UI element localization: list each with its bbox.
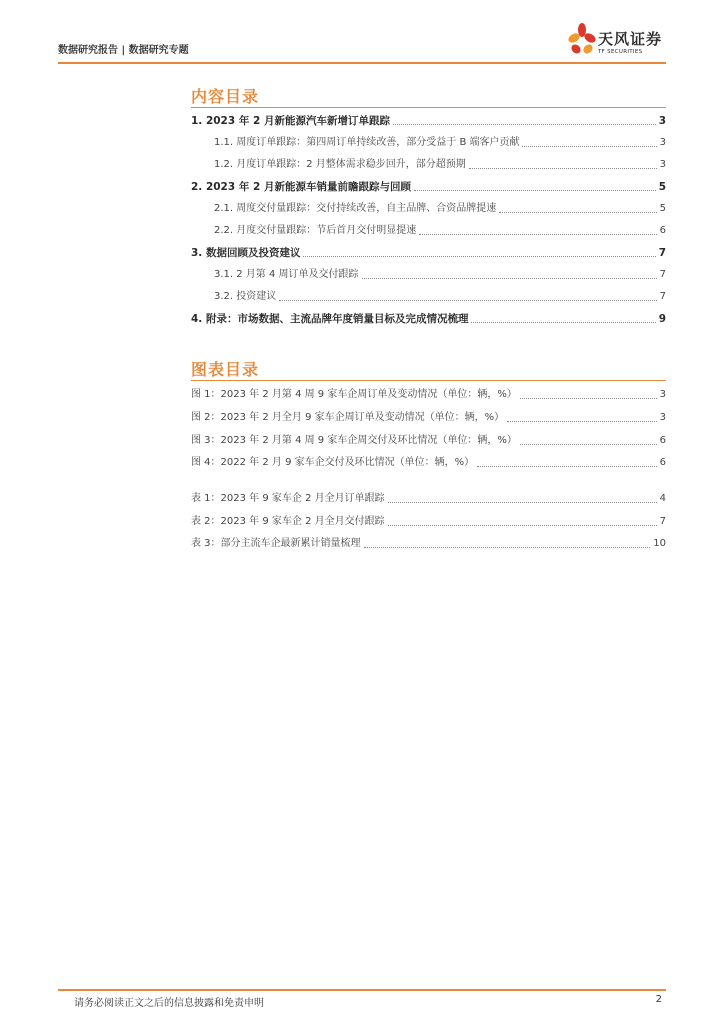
table-item-2[interactable]	[191, 515, 666, 529]
leader-dots	[499, 211, 656, 213]
toc-item-text: 3.2. 投资建议	[214, 291, 277, 302]
toc-item-page: 7	[658, 247, 666, 259]
figure-item-text: 图 1：2023 年 2 月第 4 周 9 家车企周订单及变动情况（单位：辆，%）	[191, 389, 517, 400]
figure-item-1[interactable]	[191, 388, 666, 402]
leader-dots	[303, 255, 655, 257]
toc-item-text: 3. 数据回顾及投资建议	[191, 247, 301, 259]
logo-subtitle: TF SECURITIES	[598, 49, 643, 55]
figure-item-text: 图 3：2023 年 2 月第 4 周 9 家车企周交付及环比情况（单位：辆，%）	[191, 435, 517, 446]
toc-title-underline	[191, 107, 666, 108]
toc-item-page: 7	[659, 291, 666, 302]
toc-item-page: 5	[658, 181, 666, 193]
figure-item-2[interactable]	[191, 411, 666, 425]
toc-item-text: 1.2. 月度订单跟踪：2 月整体需求稳步回升，部分超预期	[214, 159, 466, 170]
table-item-text: 表 3：部分主流车企最新累计销量梳理	[191, 538, 361, 549]
leader-dots	[388, 501, 657, 503]
toc-item-3-1[interactable]	[214, 268, 666, 282]
toc-item-2[interactable]	[191, 180, 666, 194]
leader-dots	[364, 546, 651, 548]
tf-securities-logo	[566, 22, 676, 62]
table-item-page: 7	[659, 516, 666, 527]
footer-disclaimer: 请务必阅读正文之后的信息披露和免责申明	[74, 998, 264, 1009]
toc-item-text: 4. 附录：市场数据、主流品牌年度销量目标及完成情况梳理	[191, 313, 469, 325]
footer-divider	[58, 989, 666, 991]
page-number: 2	[655, 994, 662, 1005]
toc-title: 内容目录	[191, 87, 260, 106]
toc-item-text: 2.1. 周度交付量跟踪：交付持续改善，自主品牌、合资品牌提速	[214, 203, 497, 214]
report-header: 数据研究报告 | 数据研究专题	[58, 45, 189, 56]
figures-title-underline	[191, 380, 666, 381]
toc-item-2-2[interactable]	[214, 224, 666, 238]
table-item-1[interactable]	[191, 492, 666, 506]
leader-dots	[279, 299, 656, 301]
figure-item-page: 3	[659, 389, 666, 400]
toc-item-4[interactable]	[191, 312, 666, 326]
toc-item-page: 7	[659, 269, 666, 280]
toc-item-2-1[interactable]	[214, 202, 666, 216]
toc-item-page: 3	[659, 137, 666, 148]
logo-flower-icon	[566, 22, 598, 62]
toc-item-page: 9	[658, 313, 666, 325]
toc-item-text: 2.2. 月度交付量跟踪：节后首月交付明显提速	[214, 225, 417, 236]
figure-item-text: 图 2：2023 年 2 月全月 9 家车企周订单及变动情况（单位：辆，%）	[191, 412, 505, 423]
toc-item-page: 3	[658, 115, 666, 127]
toc-item-text: 2. 2023 年 2 月新能源车销量前瞻跟踪与回顾	[191, 181, 411, 193]
figure-item-page: 6	[659, 457, 666, 468]
toc-item-1[interactable]	[191, 114, 666, 128]
leader-dots	[393, 123, 656, 125]
figure-item-text: 图 4：2022 年 2 月 9 家车企交付及环比情况（单位：辆，%）	[191, 457, 475, 468]
toc-item-text: 1. 2023 年 2 月新能源汽车新增订单跟踪	[191, 115, 390, 127]
toc-item-1-1[interactable]	[214, 136, 666, 150]
table-item-text: 表 2：2023 年 9 家车企 2 月全月交付跟踪	[191, 516, 385, 527]
figure-item-page: 6	[659, 435, 666, 446]
toc-item-1-2[interactable]	[214, 158, 666, 172]
leader-dots	[522, 145, 656, 147]
figure-item-page: 3	[659, 412, 666, 423]
leader-dots	[520, 397, 657, 399]
leader-dots	[414, 189, 656, 191]
figure-item-3[interactable]	[191, 434, 666, 448]
table-item-3[interactable]	[191, 537, 666, 551]
leader-dots	[419, 233, 656, 235]
leader-dots	[388, 524, 657, 526]
table-item-page: 10	[653, 538, 666, 549]
toc-item-text: 3.1. 2 月第 4 周订单及交付跟踪	[214, 269, 359, 280]
leader-dots	[477, 465, 657, 467]
toc-item-text: 1.1. 周度订单跟踪：第四周订单持续改善，部分受益于 B 端客户贡献	[214, 137, 520, 148]
toc-item-3[interactable]	[191, 246, 666, 260]
logo-name: 天风证券	[598, 30, 663, 48]
toc-item-3-2[interactable]	[214, 290, 666, 304]
figure-item-4[interactable]	[191, 456, 666, 470]
table-item-page: 4	[659, 493, 666, 504]
leader-dots	[469, 167, 657, 169]
leader-dots	[520, 443, 657, 445]
leader-dots	[362, 277, 657, 279]
leader-dots	[507, 420, 657, 422]
toc-item-page: 3	[659, 159, 666, 170]
table-item-text: 表 1：2023 年 9 家车企 2 月全月订单跟踪	[191, 493, 385, 504]
header-divider	[58, 62, 666, 64]
figures-title: 图表目录	[191, 360, 260, 379]
leader-dots	[471, 321, 655, 323]
toc-item-page: 5	[659, 203, 666, 214]
toc-item-page: 6	[659, 225, 666, 236]
